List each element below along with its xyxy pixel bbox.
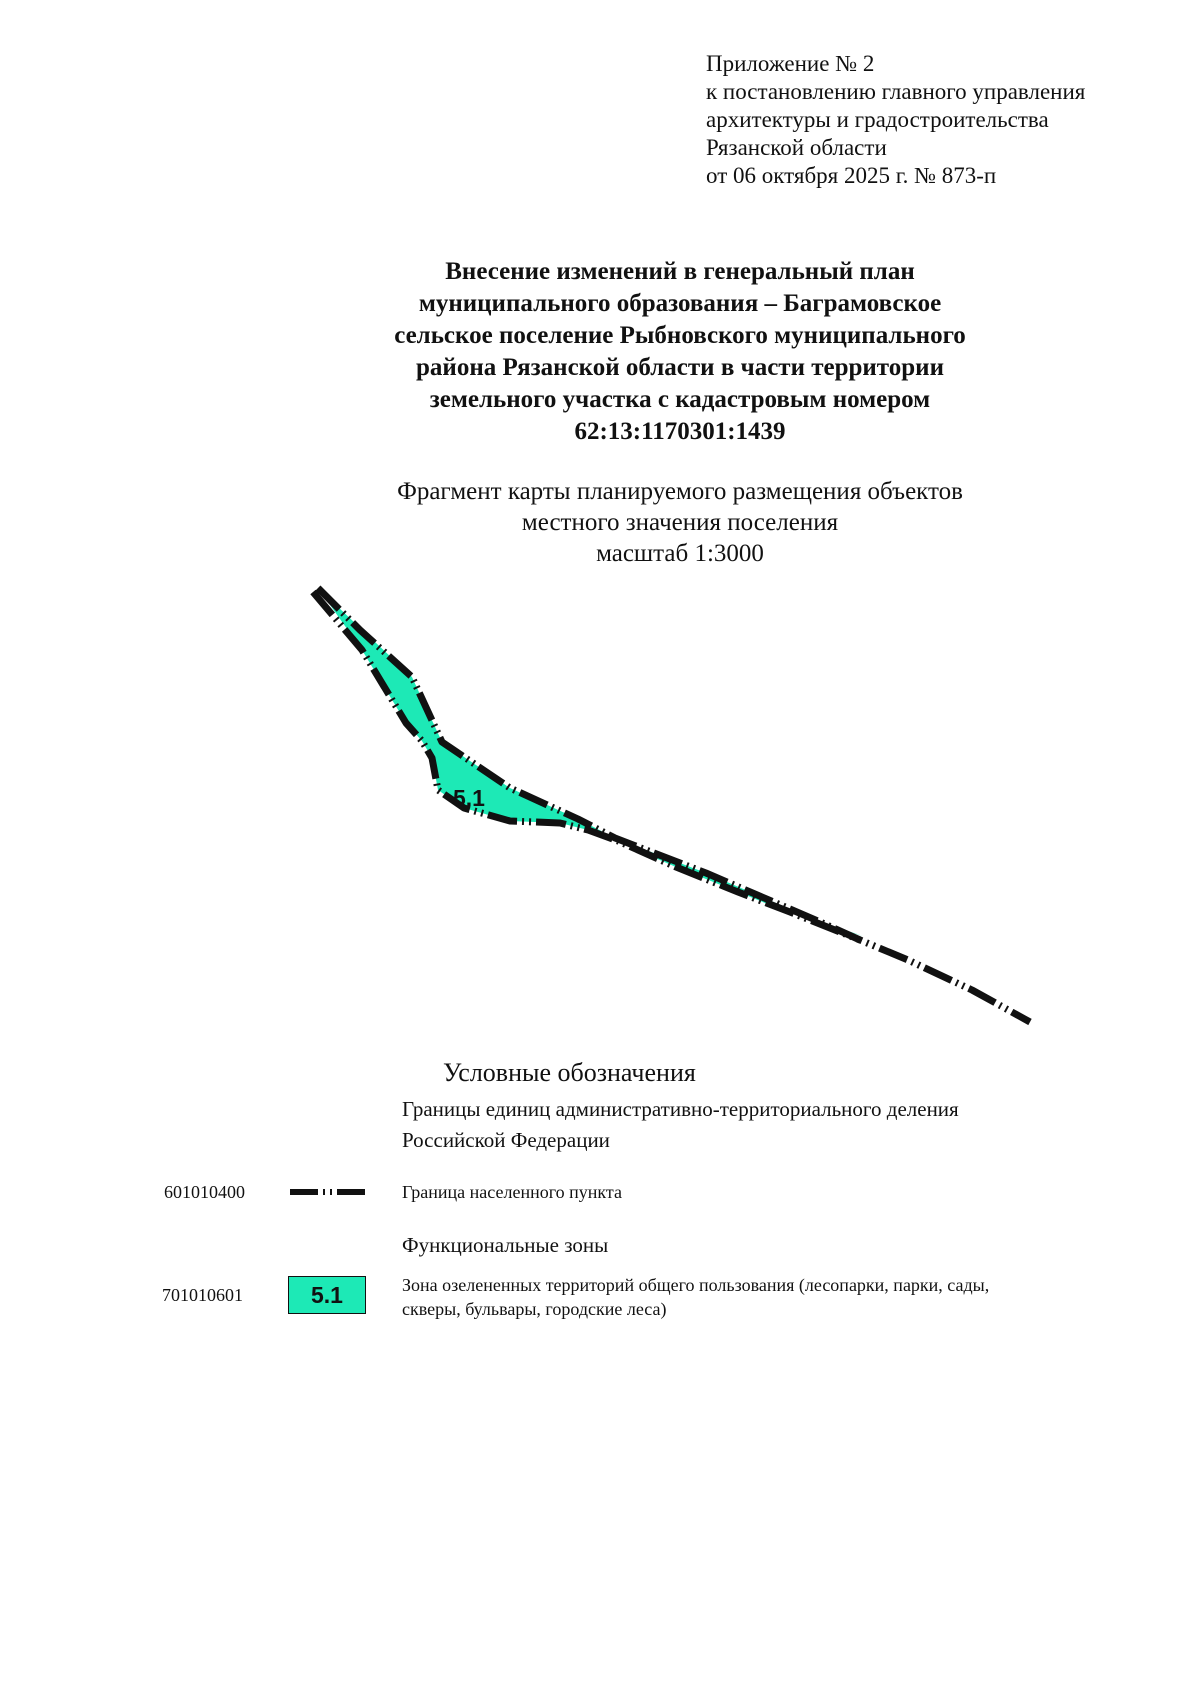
caption-line: местного значения поселения — [521, 509, 839, 536]
settlement-boundary-south — [313, 592, 860, 940]
admin-section-line: Границы единиц административно-территориального деления — [402, 1097, 959, 1121]
boundary-label: Граница населенного пункта — [402, 1182, 622, 1202]
appendix-line: Рязанской области — [706, 135, 887, 160]
green-zone-code: 701010601 — [162, 1285, 243, 1305]
caption-scale: масштаб 1:3000 — [596, 540, 764, 567]
title-line: Внесение изменений в генеральный план — [445, 258, 915, 285]
green-zone-description — [402, 1273, 1082, 1321]
title-line: муниципального образования – Баграмовское — [418, 290, 942, 317]
settlement-boundary-north — [318, 588, 1030, 1022]
caption-line: Фрагмент карты планируемого размещения объектов — [397, 478, 963, 505]
legend-admin-section — [402, 1094, 959, 1156]
boundary-line-symbol — [288, 1180, 368, 1204]
legend-heading: Условные обозначения — [443, 1058, 696, 1087]
admin-section-line: Российской Федерации — [402, 1128, 610, 1152]
green-zone-area — [318, 588, 863, 936]
green-zone-swatch — [288, 1276, 366, 1314]
boundary-code: 601010400 — [164, 1182, 245, 1202]
title-line: района Рязанской области в части территории — [416, 354, 944, 381]
appendix-line: от 06 октября 2025 г. № 873-п — [706, 163, 997, 188]
title-line: сельское поселение Рыбновского муниципального — [394, 322, 966, 349]
green-zone-line: Зона озелененных территорий общего пользования (лесопарки, парки, сады, — [402, 1275, 990, 1295]
appendix-line: Приложение № 2 — [706, 51, 875, 76]
appendix-line: к постановлению главного управления — [706, 79, 1086, 104]
title-line: земельного участка с кадастровым номером — [429, 386, 931, 413]
swatch-label: 5.1 — [311, 1281, 343, 1308]
appendix-line: архитектуры и градостроительства — [706, 107, 1049, 132]
zones-section-title — [402, 1230, 608, 1261]
green-zone-line: скверы, бульвары, городские леса) — [402, 1299, 667, 1319]
zones-title-text: Функциональные зоны — [402, 1233, 609, 1257]
zone-label: 5.1 — [453, 785, 485, 811]
title-line: 62:13:1170301:1439 — [574, 418, 786, 445]
